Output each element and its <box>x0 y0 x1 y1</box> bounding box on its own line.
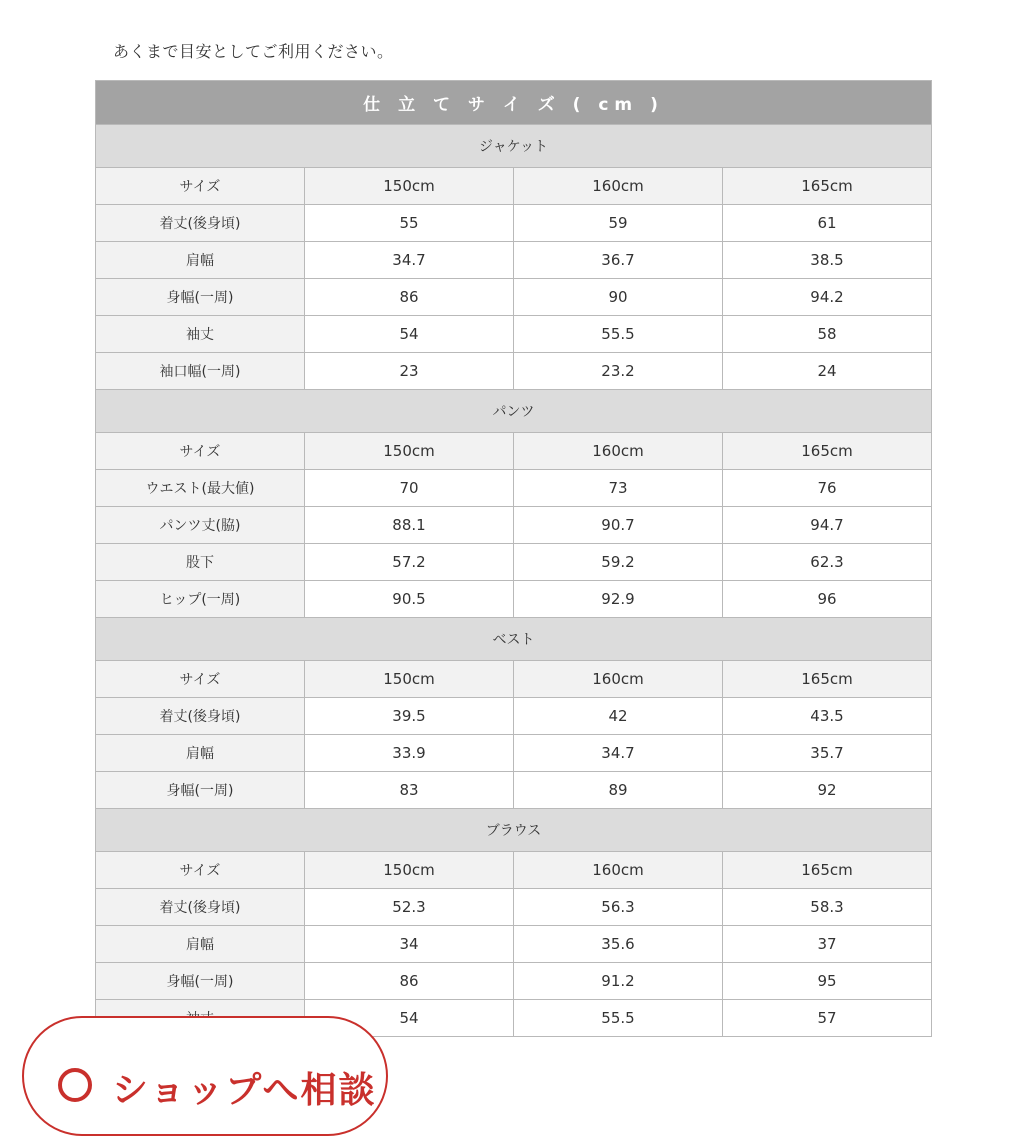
size-header-cell: 160cm <box>514 168 723 205</box>
table-row <box>96 205 932 242</box>
measurement-label: 袖口幅(一周) <box>96 353 305 390</box>
measurement-value: 43.5 <box>723 698 932 735</box>
table-row <box>96 353 932 390</box>
table-row <box>96 507 932 544</box>
measurement-value: 52.3 <box>305 889 514 926</box>
section-row <box>96 125 932 168</box>
measurement-label: 肩幅 <box>96 242 305 279</box>
measurement-value: 94.7 <box>723 507 932 544</box>
measurement-label: 着丈(後身頃) <box>96 889 305 926</box>
measurement-value: 34 <box>305 926 514 963</box>
measurement-value: 62.3 <box>723 544 932 581</box>
measurement-value: 88.1 <box>305 507 514 544</box>
size-header-cell: 150cm <box>305 433 514 470</box>
measurement-value: 89 <box>514 772 723 809</box>
measurement-value: 73 <box>514 470 723 507</box>
usage-note: あくまで目安としてご利用ください。 <box>113 42 394 61</box>
measurement-value: 37 <box>723 926 932 963</box>
section-title: ブラウス <box>96 809 932 852</box>
measurement-value: 92.9 <box>514 581 723 618</box>
table-row <box>96 279 932 316</box>
measurement-value: 34.7 <box>305 242 514 279</box>
size-table <box>95 80 932 1037</box>
table-row <box>96 772 932 809</box>
measurement-value: 35.7 <box>723 735 932 772</box>
size-header-cell: 160cm <box>514 661 723 698</box>
measurement-value: 33.9 <box>305 735 514 772</box>
measurement-value: 54 <box>305 1000 514 1037</box>
measurement-value: 55 <box>305 205 514 242</box>
measurement-label: ウエスト(最大値) <box>96 470 305 507</box>
size-header-label: サイズ <box>96 168 305 205</box>
table-title: 仕 立 て サ イ ズ ( cm ) <box>96 81 932 125</box>
measurement-label: 身幅(一周) <box>96 772 305 809</box>
measurement-value: 24 <box>723 353 932 390</box>
measurement-value: 38.5 <box>723 242 932 279</box>
size-header-cell: 165cm <box>723 168 932 205</box>
table-row <box>96 963 932 1000</box>
measurement-value: 94.2 <box>723 279 932 316</box>
table-row <box>96 926 932 963</box>
measurement-value: 90.5 <box>305 581 514 618</box>
measurement-label: 肩幅 <box>96 735 305 772</box>
measurement-value: 55.5 <box>514 1000 723 1037</box>
measurement-label: 股下 <box>96 544 305 581</box>
table-row <box>96 889 932 926</box>
shop-consult-button[interactable] <box>22 1016 388 1136</box>
measurement-label: ヒップ(一周) <box>96 581 305 618</box>
measurement-value: 90 <box>514 279 723 316</box>
size-header-cell: 165cm <box>723 661 932 698</box>
table-row <box>96 316 932 353</box>
measurement-value: 55.5 <box>514 316 723 353</box>
size-header-cell: 165cm <box>723 852 932 889</box>
section-title: パンツ <box>96 390 932 433</box>
table-row <box>96 544 932 581</box>
measurement-value: 58 <box>723 316 932 353</box>
table-row <box>96 698 932 735</box>
measurement-value: 54 <box>305 316 514 353</box>
size-header-cell: 165cm <box>723 433 932 470</box>
measurement-value: 91.2 <box>514 963 723 1000</box>
size-header-cell: 150cm <box>305 852 514 889</box>
measurement-value: 86 <box>305 963 514 1000</box>
measurement-label: 身幅(一周) <box>96 279 305 316</box>
measurement-value: 59 <box>514 205 723 242</box>
chat-icon <box>58 1068 92 1102</box>
size-header-cell: 160cm <box>514 433 723 470</box>
size-header-row <box>96 433 932 470</box>
table-title-row <box>96 81 932 125</box>
size-header-row <box>96 852 932 889</box>
measurement-value: 39.5 <box>305 698 514 735</box>
table-row <box>96 735 932 772</box>
size-header-label: サイズ <box>96 661 305 698</box>
shop-consult-label: ショップへ相談 <box>112 1070 377 1111</box>
measurement-value: 58.3 <box>723 889 932 926</box>
measurement-value: 96 <box>723 581 932 618</box>
size-header-cell: 150cm <box>305 661 514 698</box>
measurement-value: 34.7 <box>514 735 723 772</box>
size-header-cell: 160cm <box>514 852 723 889</box>
measurement-label: パンツ丈(脇) <box>96 507 305 544</box>
measurement-value: 83 <box>305 772 514 809</box>
measurement-value: 90.7 <box>514 507 723 544</box>
measurement-label: 着丈(後身頃) <box>96 205 305 242</box>
measurement-value: 59.2 <box>514 544 723 581</box>
section-title: ベスト <box>96 618 932 661</box>
measurement-value: 23 <box>305 353 514 390</box>
measurement-value: 57.2 <box>305 544 514 581</box>
measurement-value: 57 <box>723 1000 932 1037</box>
table-row <box>96 470 932 507</box>
measurement-value: 56.3 <box>514 889 723 926</box>
size-header-cell: 150cm <box>305 168 514 205</box>
size-header-label: サイズ <box>96 433 305 470</box>
measurement-label: 着丈(後身頃) <box>96 698 305 735</box>
measurement-value: 95 <box>723 963 932 1000</box>
measurement-value: 61 <box>723 205 932 242</box>
measurement-value: 92 <box>723 772 932 809</box>
size-header-row <box>96 661 932 698</box>
section-title: ジャケット <box>96 125 932 168</box>
measurement-value: 36.7 <box>514 242 723 279</box>
measurement-label: 袖丈 <box>96 316 305 353</box>
measurement-value: 86 <box>305 279 514 316</box>
measurement-value: 23.2 <box>514 353 723 390</box>
measurement-value: 35.6 <box>514 926 723 963</box>
size-header-label: サイズ <box>96 852 305 889</box>
measurement-value: 70 <box>305 470 514 507</box>
size-header-row <box>96 168 932 205</box>
measurement-value: 76 <box>723 470 932 507</box>
measurement-label: 身幅(一周) <box>96 963 305 1000</box>
section-row <box>96 618 932 661</box>
table-row <box>96 581 932 618</box>
section-row <box>96 809 932 852</box>
section-row <box>96 390 932 433</box>
table-row <box>96 242 932 279</box>
measurement-label: 肩幅 <box>96 926 305 963</box>
measurement-value: 42 <box>514 698 723 735</box>
